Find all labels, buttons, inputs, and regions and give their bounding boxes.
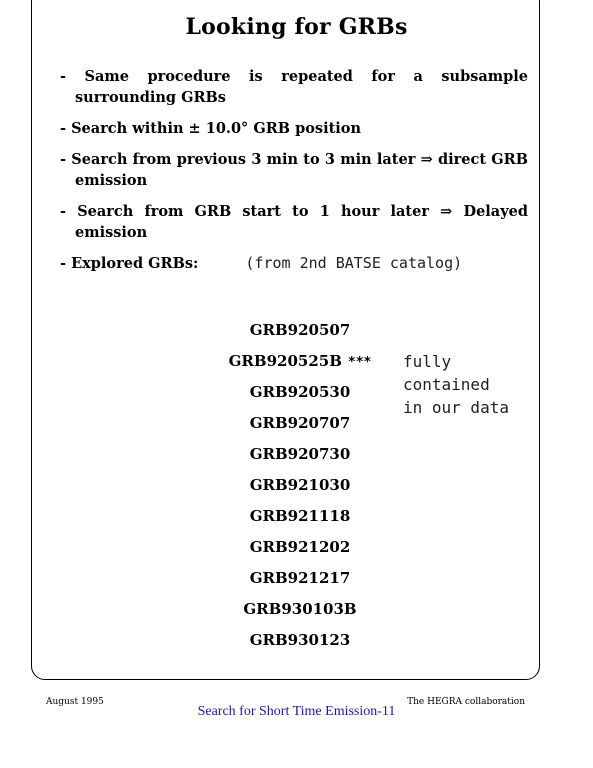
bullet-text: - Search within ± 10.0° GRB position [60, 120, 361, 137]
bullet-text: - Same procedure is repeated for a subsample surrounding GRBs [60, 68, 528, 106]
bullet-item [60, 66, 528, 108]
grb-name: GRB930103B [243, 600, 357, 618]
grb-item [200, 413, 400, 444]
grb-name: GRB921202 [249, 538, 351, 556]
bullet-item [60, 253, 528, 274]
grb-list [200, 320, 400, 661]
grb-item [200, 537, 400, 568]
grb-name: GRB920707 [249, 414, 351, 432]
grb-name: GRB921217 [249, 569, 351, 587]
grb-item [200, 568, 400, 599]
side-note-line: in our data [403, 398, 509, 417]
slide-title: Looking for GRBs [185, 14, 408, 40]
grb-item [200, 506, 400, 537]
grb-name: GRB921118 [249, 507, 351, 525]
grb-name: GRB920525B [228, 352, 342, 370]
bullet-text: - Search from previous 3 min to 3 min later ⇒ direct GRB emission [60, 151, 528, 189]
bullet-text: - Search from GRB start to 1 hour later ⇒ Delayed emission [60, 203, 528, 241]
grb-name: GRB920507 [249, 321, 351, 339]
grb-item [200, 444, 400, 475]
grb-item [200, 475, 400, 506]
bullet-item [60, 149, 528, 191]
footer-title: Search for Short Time Emission-11 [197, 704, 396, 719]
bullet-list [60, 66, 528, 284]
grb-item [200, 320, 400, 351]
bullet-item [60, 201, 528, 243]
grb-item [200, 599, 400, 630]
bullet-item [60, 118, 528, 139]
grb-item [200, 351, 400, 382]
grb-name: GRB921030 [249, 476, 351, 494]
side-note-line: fully contained [403, 352, 490, 394]
fully-contained-note [403, 350, 543, 419]
grb-name: GRB930123 [249, 631, 351, 649]
grb-marker: *** [347, 355, 372, 370]
bullet-text: - Explored GRBs: [60, 255, 199, 272]
batse-catalog-note: (from 2nd BATSE catalog) [245, 254, 463, 272]
grb-item [200, 382, 400, 413]
grb-name: GRB920730 [249, 445, 351, 463]
grb-item [200, 630, 400, 661]
footer-collaboration: The HEGRA collaboration [407, 697, 525, 707]
footer-date: August 1995 [46, 697, 104, 707]
grb-name: GRB920530 [249, 383, 351, 401]
